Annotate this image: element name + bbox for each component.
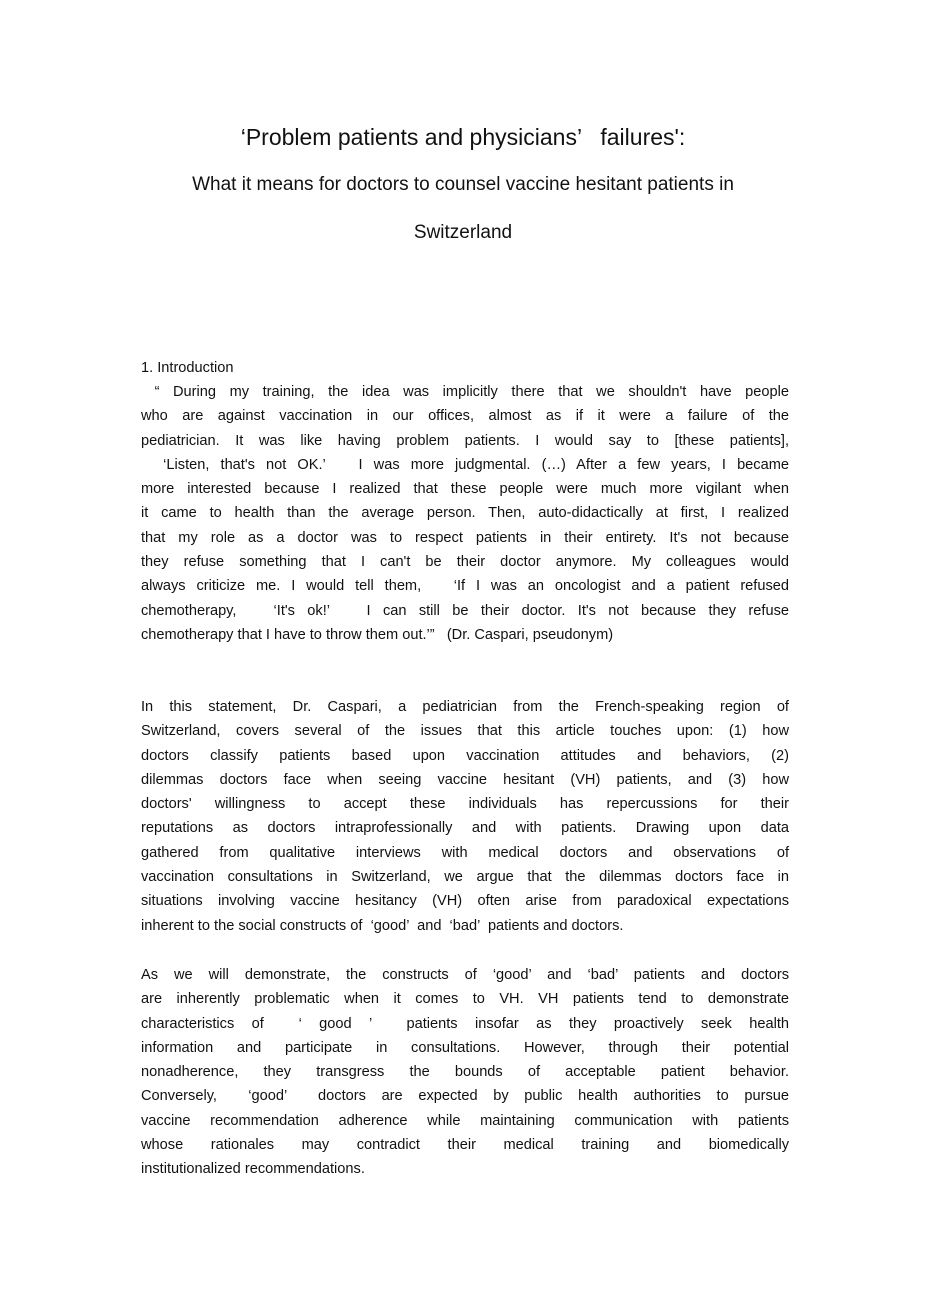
text-line: chemotherapy that I have to throw them out.’” (Dr. Caspari, pseudonym) <box>141 626 614 643</box>
text-line: pediatrician. It was like having problem patients. I would say to [these patients], <box>141 432 789 449</box>
document-title: ‘Problem patients and physicians’ failures': <box>240 124 686 150</box>
text-line: that my role as a doctor was to respect patients in their entirety. It's not because <box>141 529 789 546</box>
text-line: As we will demonstrate, the constructs of ‘good’ and ‘bad’ patients and doctors <box>141 967 789 983</box>
text-line: vaccination consultations in Switzerland, we argue that the dilemmas doctors face in <box>141 869 789 886</box>
text-line: chemotherapy, ‘It's ok!’ I can still be their doctor. It's not because they refuse <box>141 602 789 619</box>
paragraph-statement <box>141 695 789 938</box>
text-line: doctors' willingness to accept these individuals has repercussions for their <box>141 796 789 813</box>
text-line: dilemmas doctors face when seeing vaccine hesitant (VH) patients, and (3) how <box>141 771 789 788</box>
text-line: nonadherence, they transgress the bounds of acceptable patient behavior. <box>141 1064 789 1081</box>
text-line: they refuse something that I can't be their doctor anymore. My colleagues would <box>141 554 789 571</box>
text-line: In this statement, Dr. Caspari, a pediatrician from the French-speaking region of <box>141 699 789 715</box>
text-line: inherent to the social constructs of ‘good’ and ‘bad’ patients and doctors. <box>141 917 624 934</box>
text-line: reputations as doctors intraprofessionally and with patients. Drawing upon data <box>141 820 789 837</box>
text-line: always criticize me. I would tell them, ‘If I was an oncologist and a patient refused <box>141 578 789 595</box>
paragraph-quote <box>141 380 789 647</box>
text-line: institutionalized recommendations. <box>141 1161 365 1178</box>
text-line: information and participate in consultations. However, through their potential <box>141 1039 789 1056</box>
text-line: doctors classify patients based upon vaccination attitudes and behaviors, (2) <box>141 747 789 764</box>
text-line: situations involving vaccine hesitancy (VH) often arise from paradoxical expectations <box>141 893 789 910</box>
text-line: vaccine recommendation adherence while maintaining communication with patients <box>141 1112 789 1129</box>
text-line: whose rationales may contradict their medical training and biomedically <box>141 1137 789 1154</box>
text-line: “ During my training, the idea was implicitly there that we shouldn't have people <box>141 384 789 400</box>
text-line: gathered from qualitative interviews with medical doctors and observations of <box>141 844 789 861</box>
text-line: who are against vaccination in our offices, almost as if it were a failure of the <box>141 408 789 425</box>
text-line: ‘Listen, that's not OK.’ I was more judgmental. (…) After a few years, I became <box>141 456 789 473</box>
paragraph-constructs <box>141 963 789 1182</box>
section-heading: 1. Introduction <box>141 360 234 376</box>
document-subtitle-line-2: Switzerland <box>413 222 513 243</box>
document-subtitle-line-1: What it means for doctors to counsel vaccine hesitant patients in <box>192 174 734 195</box>
text-line: more interested because I realized that these people were much more vigilant when <box>141 481 789 498</box>
text-line: characteristics of ‘ good ’ patients insofar as they proactively seek health <box>141 1015 789 1032</box>
text-line: Switzerland, covers several of the issues that this article touches upon: (1) how <box>141 723 789 740</box>
text-line: are inherently problematic when it comes to VH. VH patients tend to demonstrate <box>141 991 789 1008</box>
text-line: Conversely, ‘good’ doctors are expected by public health authorities to pursue <box>141 1088 789 1105</box>
text-line: it came to health than the average person. Then, auto-didactically at first, I realized <box>141 505 789 522</box>
